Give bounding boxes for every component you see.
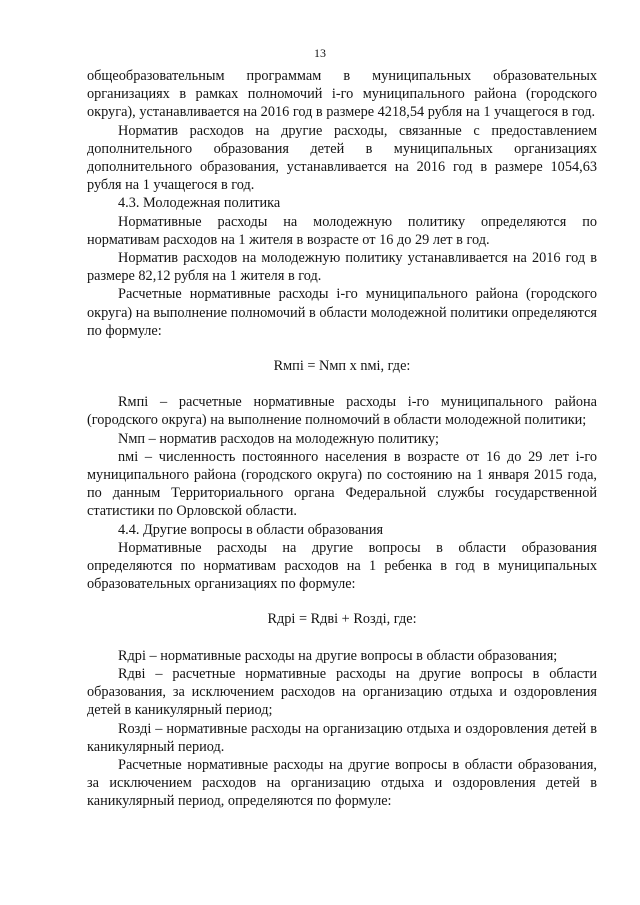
formula-other-education: Rдрi = Rдвi + Rоздi, где:: [267, 611, 417, 628]
section-heading-4-3: 4.3. Молодежная политика: [118, 195, 281, 212]
definition-r-mp: Rмпi – расчетные нормативные расходы i-го муниципального района (городского округа) на выполнение полномочий в области молодежной политики;: [87, 394, 597, 429]
paragraph-youth-norm-value: Норматив расходов на молодежную политику устанавливается на 2016 год в размере 82,12 рубля на 1 жителя в год.: [87, 250, 597, 285]
definition-n-mi: nмi – численность постоянного населения в возрасте от 16 до 29 лет i-го муниципального района (городского округа) по состоянию на 1 января 2015 года, по данным Территориального органа Федеральной службы государственной статистики по Орловской области.: [87, 448, 597, 520]
page-number: 13: [314, 46, 326, 60]
paragraph-youth-formula-intro: Расчетные нормативные расходы i-го муниципального района (городского округа) на выполнение полномочий в области молодежной политики определяются по формуле:: [87, 286, 597, 339]
document-body: [87, 67, 597, 811]
paragraph-youth-norm-basis: Нормативные расходы на молодежную политику определяются по нормативам расходов на 1 жителя в возрасте от 16 до 29 лет в год.: [87, 213, 597, 248]
paragraph-next-formula-intro: Расчетные нормативные расходы на другие вопросы в области образования, за исключением расходов на организацию отдыха и оздоровления детей в каникулярный период, определяются по формуле:: [87, 756, 597, 810]
section-heading-4-4: 4.4. Другие вопросы в области образования: [118, 521, 384, 538]
paragraph-continued: общеобразовательным программам в муниципальных образовательных организациях в рамках полномочий i-го муниципального района (городского округа), устанавливается на 2016 год в размере 4218,54 рубля на 1 учащегося в год.: [87, 68, 597, 121]
definition-r-dv: Rдвi – расчетные нормативные расходы на другие вопросы в области образования, за исключением расходов на организацию отдыха и оздоровления детей в каникулярный период;: [87, 665, 597, 719]
paragraph-other-education-intro: Нормативные расходы на другие вопросы в области образования определяются по нормативам расходов на 1 ребенка в год в муниципальных образовательных организациях по формуле:: [87, 539, 597, 593]
definition-n-mp: Nмп – норматив расходов на молодежную политику;: [118, 430, 439, 447]
definition-r-dr: Rдрi – нормативные расходы на другие вопросы в области образования;: [118, 647, 558, 664]
paragraph-extra-education-norm: Норматив расходов на другие расходы, связанные с предоставлением дополнительного образования детей в муниципальных организациях дополнительного образования, устанавливается на 2016 год в размере 1054,63 рубля на 1 учащегося в год.: [87, 122, 597, 194]
definition-r-ozd: Rоздi – нормативные расходы на организацию отдыха и оздоровления детей в каникулярный период.: [87, 720, 597, 755]
formula-youth-policy: Rмпi = Nмп x nмi, где:: [273, 358, 411, 375]
